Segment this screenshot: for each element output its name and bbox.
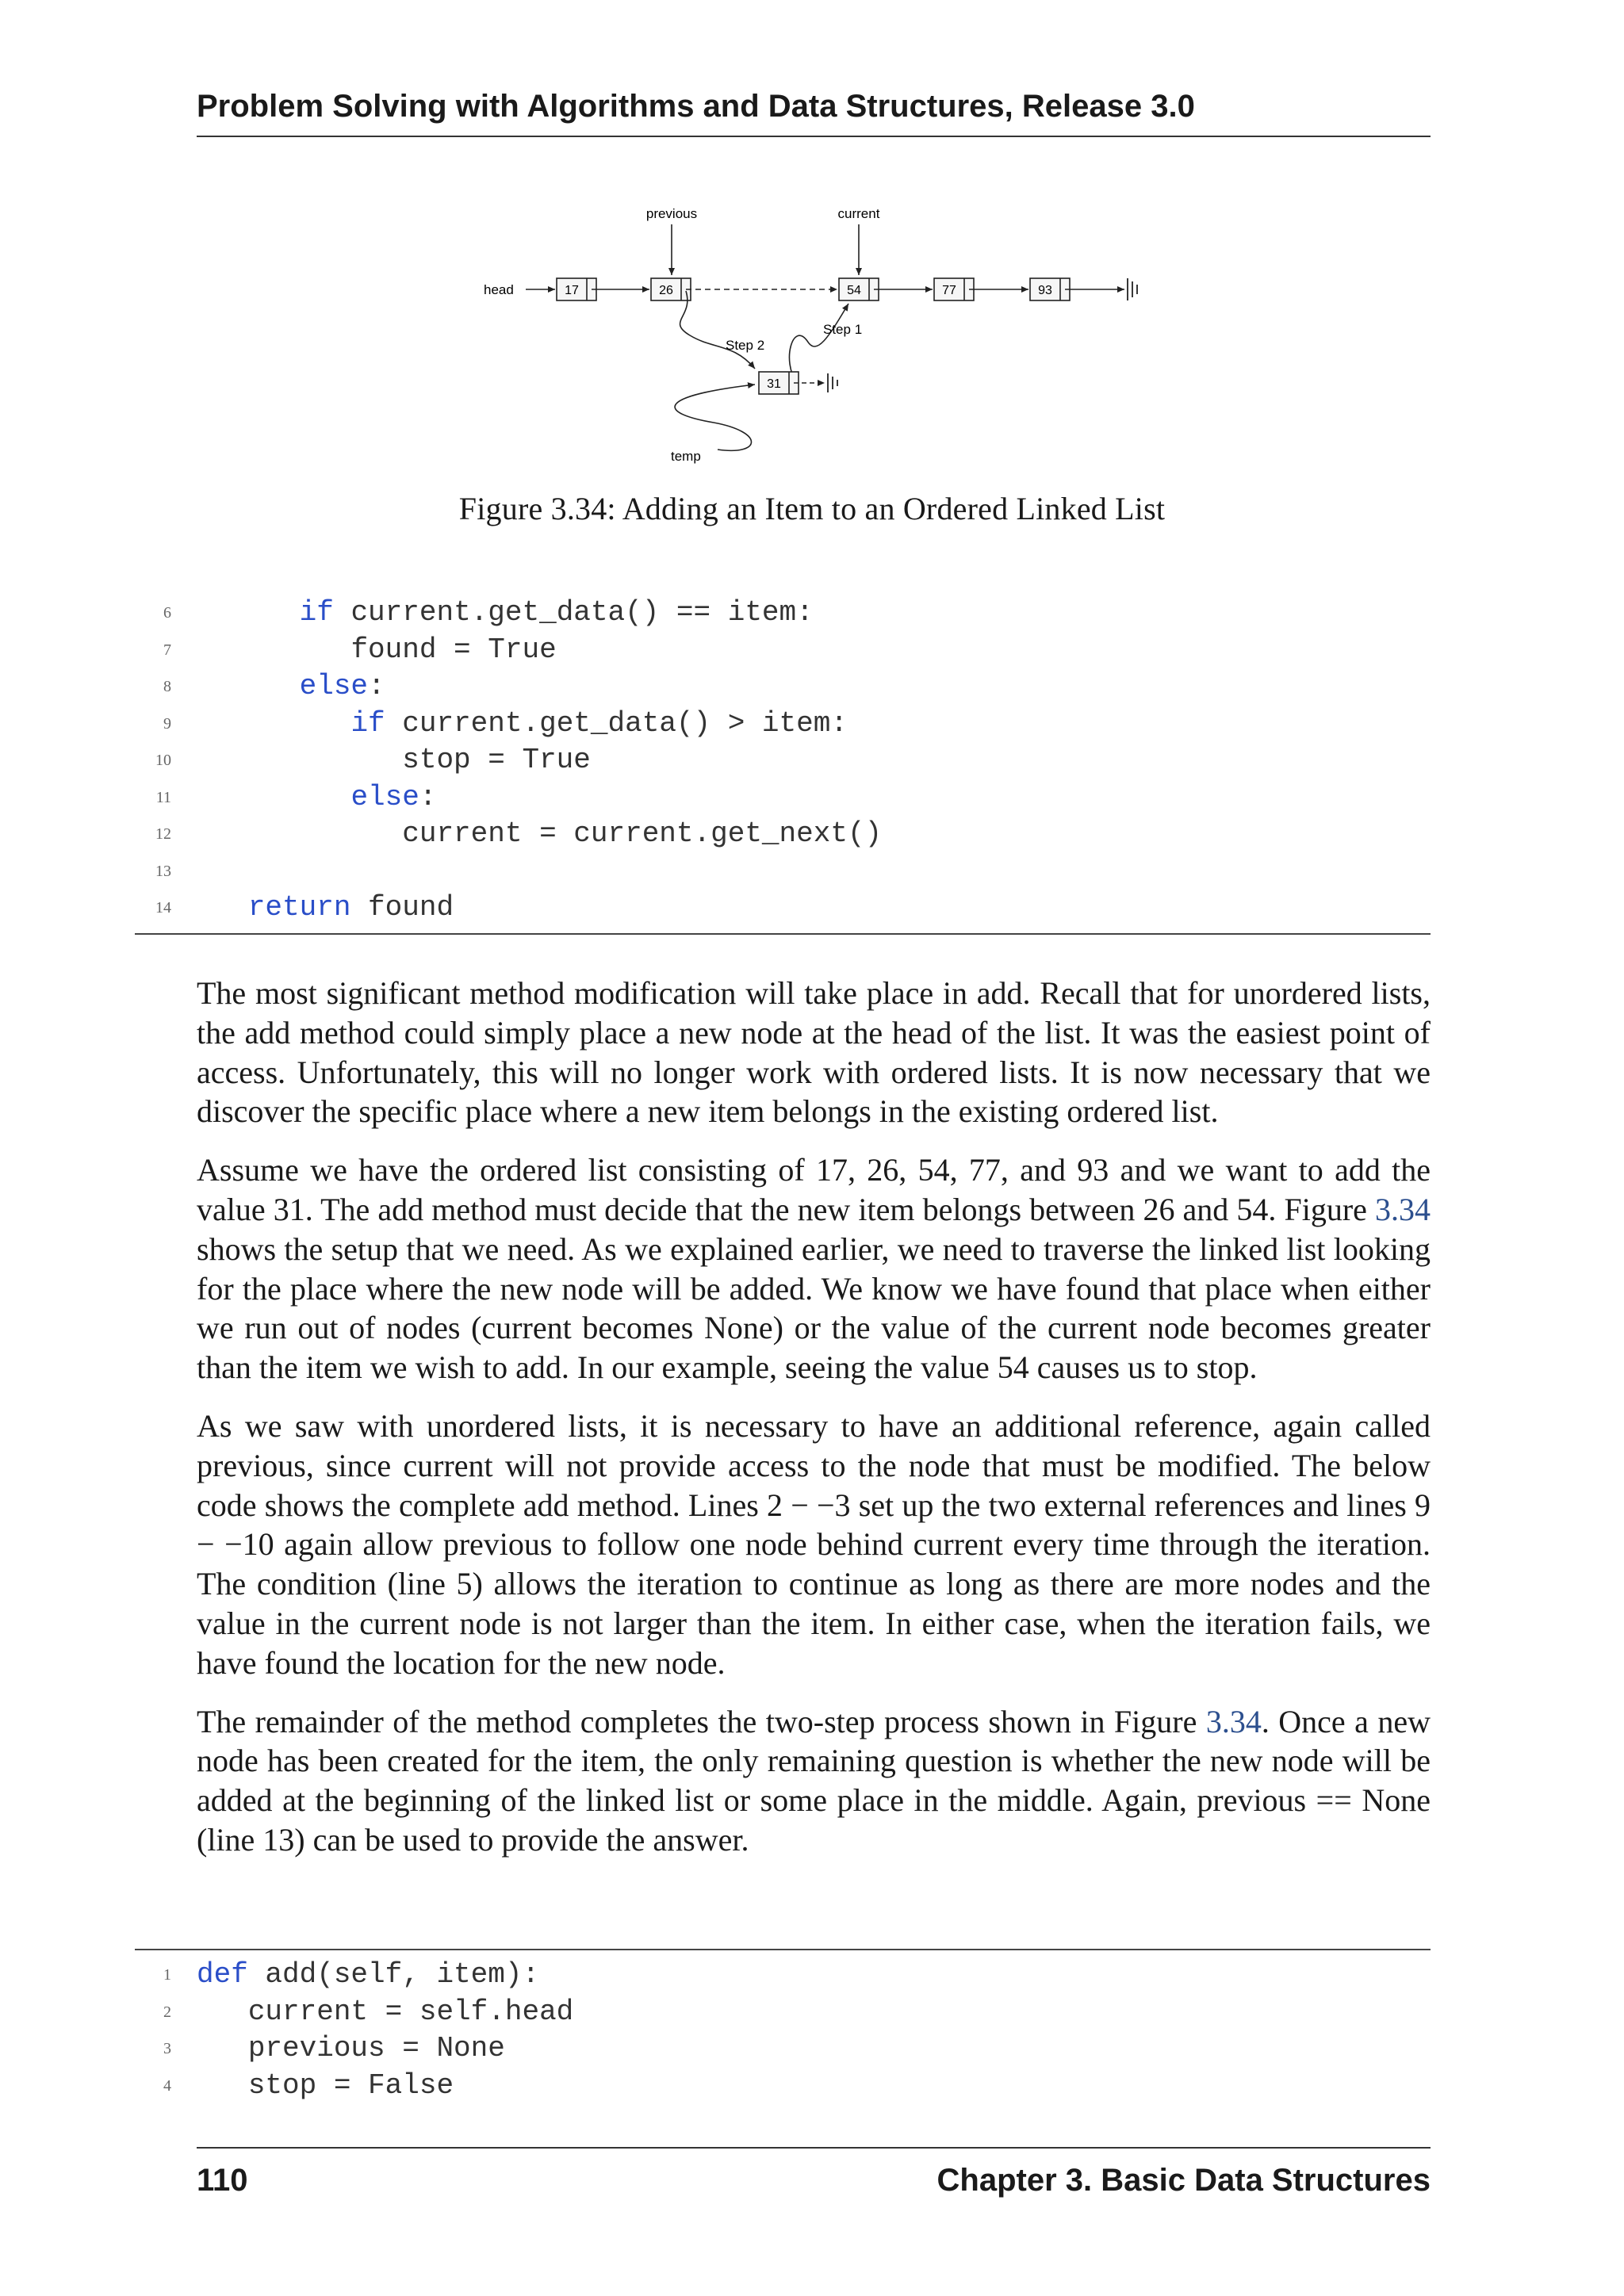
list-node — [839, 278, 879, 300]
code-text: stop = False — [247, 2068, 454, 2102]
list-node — [1030, 278, 1070, 300]
previous-label: previous — [645, 206, 698, 221]
figure-link[interactable]: 3.34 — [1205, 1703, 1262, 1739]
page-number: 110 — [197, 2163, 248, 2198]
ground-symbol — [828, 373, 837, 392]
keyword: if — [350, 706, 385, 740]
line-number: 1 — [163, 1966, 171, 1984]
code-text: current.get_data() == item: — [333, 596, 814, 629]
line-number: 12 — [155, 825, 171, 843]
paragraph: Assume we have the ordered list consisting of 17, 26, 54, 77, and 93 and we want to add the value 31. The add method must decide that the new item belongs between 26 and 54. Figure 3.34 shows the setup that we need. As we explained earlier, we need to traverse the linked list looking for the place where the new node will be added. We know we have found that place when either we run out of nodes (current becomes None) or the value of the current node becomes greater than the item we wish to add. In our example, seeing the value 54 causes us to stop. — [197, 1152, 1431, 1386]
line-number: 3 — [163, 2040, 171, 2057]
current-label: current — [837, 206, 880, 221]
keyword: def — [197, 1958, 248, 1991]
code-line — [135, 706, 1431, 743]
code-text: found — [350, 891, 454, 924]
linked-list-diagram — [476, 202, 1166, 472]
code-text: found = True — [350, 633, 557, 666]
node-value: 77 — [942, 284, 956, 297]
page-footer — [197, 2147, 1431, 2198]
code-line — [135, 779, 1431, 817]
code-line — [135, 890, 1431, 927]
code-text: current = current.get_next() — [402, 817, 883, 850]
step2-label: Step 2 — [726, 338, 765, 353]
code-text: current.get_data() > item: — [385, 706, 848, 740]
step2-arrow — [680, 291, 755, 369]
header-title: Problem Solving with Algorithms and Data Structures, Release 3.0 — [197, 89, 1195, 124]
code-text: current = self.head — [247, 1995, 574, 2028]
code-text: previous = None — [247, 2032, 505, 2064]
node-value: 93 — [1038, 284, 1052, 297]
code-line — [135, 742, 1431, 779]
code-text: : — [368, 670, 385, 702]
paragraph: The remainder of the method completes the two-step process shown in Figure 3.34. Once a new node has been created for the item, the only remaining question is whether the new node will be added at the beginning of the linked list or some place in the middle. Again, previous == None (line 13) can be used to provide the answer. — [197, 1703, 1431, 1858]
paragraph: The most significant method modification will take place in add. Recall that for unordered lists, the add method could simply place a new node at the head of the list. It was the easiest point of access. Unfortunately, this will no longer work with ordered lists. It is now necessary that we discover the specific place where a new item belongs in the existing ordered list. — [197, 975, 1431, 1130]
keyword: else — [299, 670, 369, 702]
code-line — [135, 1957, 1431, 1994]
new-node — [759, 372, 799, 394]
code-line — [135, 668, 1431, 706]
code-line — [135, 816, 1431, 853]
line-number: 13 — [155, 862, 171, 880]
code-text: : — [419, 780, 437, 813]
line-number: 10 — [155, 752, 171, 769]
linked-list-figure — [476, 202, 1166, 472]
paragraph: As we saw with unordered lists, it is necessary to have an additional reference, again called previous, since current will not provide access to the node that must be modified. The below code shows the complete add method. Lines 2 − −3 set up the two external references and lines 9 − −10 again allow previous to follow one node behind current every time through the iteration. The condition (line 5) allows the iteration to continue as long as there are more nodes and the value in the current node is not larger than the item. In either case, when the iteration fails, we have found the location for the new node. — [197, 1407, 1431, 1681]
node-value: 17 — [565, 284, 579, 297]
code-block-bottom — [135, 1949, 1431, 2104]
running-header — [197, 89, 1431, 137]
line-number: 6 — [163, 604, 171, 622]
ground-symbol — [1128, 278, 1137, 300]
line-number: 11 — [155, 788, 171, 806]
figure-caption: Figure 3.34: Adding an Item to an Ordered Linked List — [458, 491, 1166, 526]
node-value: 54 — [847, 284, 861, 297]
code-line — [135, 595, 1431, 632]
step1-label: Step 1 — [823, 322, 863, 337]
code-text: add(self, item): — [247, 1958, 540, 1991]
line-number: 4 — [163, 2076, 171, 2095]
list-node — [651, 278, 691, 300]
step1-arrow — [789, 304, 848, 383]
figure-link[interactable]: 3.34 — [1375, 1191, 1431, 1227]
keyword: if — [299, 596, 334, 629]
code-line — [135, 853, 1431, 890]
list-node — [557, 278, 596, 300]
code-line — [135, 2030, 1431, 2068]
temp-label: temp — [671, 449, 701, 464]
code-text: stop = True — [402, 744, 591, 776]
chapter-title: Chapter 3. Basic Data Structures — [936, 2163, 1431, 2198]
code-line — [135, 2068, 1431, 2105]
code-line — [135, 632, 1431, 669]
code-line — [135, 1994, 1431, 2031]
line-number: 14 — [155, 899, 171, 916]
code-block-top — [135, 595, 1431, 935]
line-number: 2 — [163, 2003, 171, 2021]
node-value: 26 — [659, 284, 673, 297]
list-node — [934, 278, 974, 300]
line-number: 7 — [163, 641, 171, 659]
node-value: 31 — [767, 377, 781, 391]
temp-arrow — [675, 385, 755, 450]
line-number: 9 — [163, 714, 171, 733]
keyword: else — [350, 780, 419, 813]
keyword: return — [247, 891, 351, 924]
line-number: 8 — [163, 678, 171, 695]
body-text — [197, 974, 1431, 1879]
head-label: head — [484, 282, 514, 297]
